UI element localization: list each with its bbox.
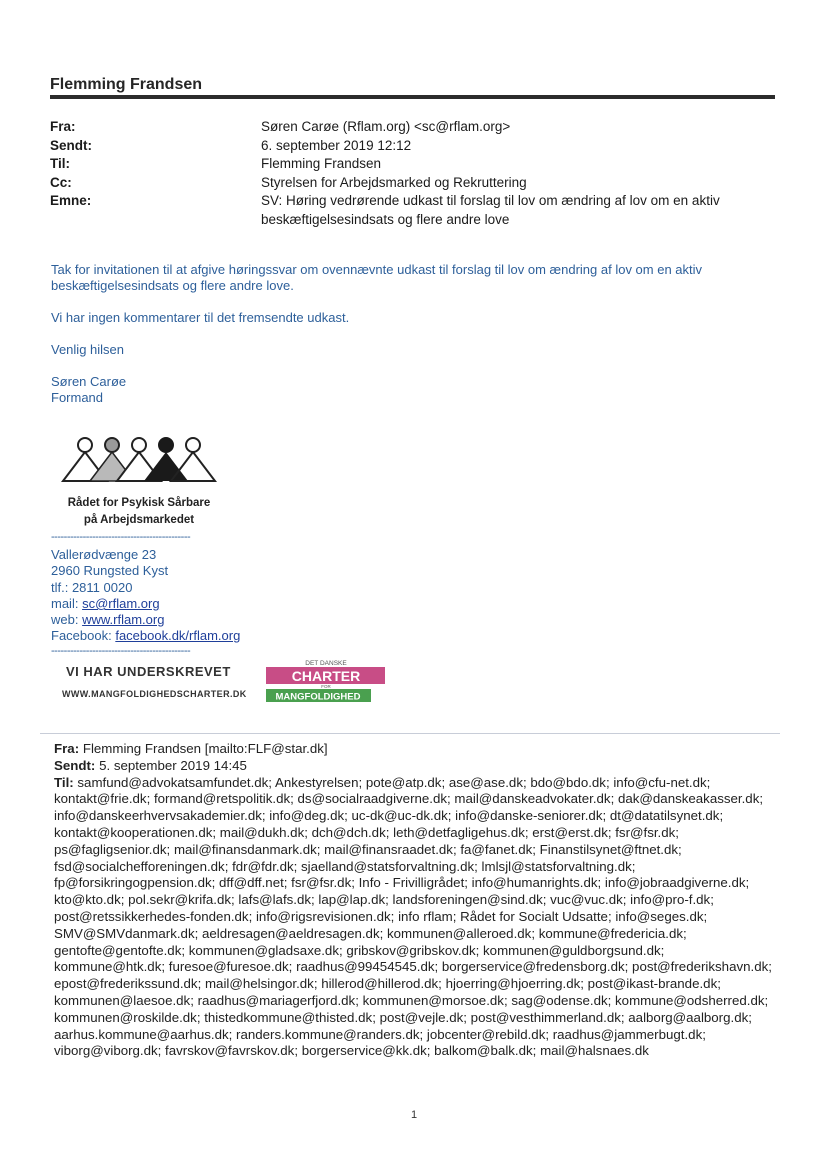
to-label: Til:: [50, 156, 70, 171]
fwd-from-value: Flemming Frandsen [mailto:FLF@star.dk]: [82, 741, 328, 756]
address-street: Vallerødvænge 23: [51, 547, 157, 562]
to-value: Flemming Frandsen: [261, 156, 382, 171]
signer-name: Søren Carøe: [51, 374, 127, 389]
subject-label: Emne:: [50, 193, 92, 208]
closing: Venlig hilsen: [51, 342, 124, 357]
from-label: Fra:: [50, 119, 76, 134]
sender-name: Flemming Frandsen: [50, 76, 203, 93]
badge-top-text: DET DANSKE: [305, 660, 347, 667]
mail-line: mail: sc@rflam.org: [51, 596, 160, 611]
forward-divider: [40, 733, 780, 734]
signer-title: Formand: [51, 390, 104, 405]
fwd-sent-value: 5. september 2019 14:45: [99, 757, 247, 773]
phone: tlf.: 2811 0020: [51, 580, 133, 595]
fwd-recipients: samfund@advokatsamfundet.dk; Ankestyrelsen; pote@atp.dk; ase@ase.dk; bdo@bdo.dk; info@cfu-net.dk; kontakt@frie.dk; formand@retspolitik.dk; ds@socialraadgiverne.dk; mail@danskeadvokater.dk; dak@danskeakasser.dk; info@danskeerhvervsakademier.dk; info@deg.dk; uc-dk@uc-dk.dk; info@danske-seniorer.dk; dt@datatilsynet.dk; kontakt@kooperationen.dk; mail@dukh.dk; dch@dch.dk; leth@detfagligehus.dk; erst@erst.dk; fsr@fsr.dk; ps@fagligsenior.dk; mail@finansdanmark.dk; mail@finansraadet.dk; fa@fanet.dk; Finanstilsynet@ftnet.dk; fsd@socialchefforeningen.dk; fdr@fdr.dk; sjaelland@statsforvaltning.dk; lmlsjl@statsforvaltning.dk; fp@forsikringogpension.dk; dff@dff.net; fsr@fsr.dk; Info - Frivilligrådet; info@humanrights.dk; info@jobraadgiverne.dk; kto@kto.dk; pol.sekr@krifa.dk; lafs@lafs.dk; lap@lap.dk; landsforeningen@sind.dk; vuc@vuc.dk; info@pro-f.dk; post@retssikkerhedes-fonden.dk; info@rigsrevisionen.dk; info rflam; Rådet for Socialt Udsatte; info@seges.dk; SMV@SMVdanmark.dk; aeldresagen@aeldresagen.dk; kommunen@alleroed.dk; kommune@fredericia.dk; gentofte@gentofte.dk; kommunen@gladsaxe.dk; gribskov@gribskov.dk; kommunen@guldborgsund.dk; kommune@htk.dk; furesoe@furesoe.dk; raadhus@99454545.dk; borgerservice@fredensborg.dk; post@frederikshavn.dk; epost@frederikssund.dk; mail@helsingor.dk; hillerod@hillerod.dk; hjoerring@hjoerring.dk; post@ikast-brande.dk; kommunen@laesoe.dk; raadhus@mariagerfjord.dk; kommunen@morsoe.dk; sag@odense.dk; kommune@odsherred.dk; kommunen@roskilde.dk; thistedkommune@thisted.dk; post@vejle.dk; post@vesthimmerland.dk; aalborg@aalborg.dk; aarhus.kommune@aarhus.dk; randers.kommune@randers.dk; jobcenter@rebild.dk; raadhus@jammerbugt.dk; viborg@viborg.dk; favrskov@favrskov.dk; borgerservice@kk.dk; balkom@balk.dk; mail@halsnaes.dk: [54, 774, 772, 1059]
body-paragraph-2: Vi har ingen kommentarer til det fremsendte udkast.: [51, 310, 350, 325]
header-rule: [50, 95, 775, 99]
sent-label: Sendt:: [50, 137, 92, 153]
body-paragraph-1: Tak for invitationen til at afgive høringssvar om ovennævnte udkast til forslag til lov om ændring af lov om en aktiv beskæftigelsesindsats og flere andre love.: [51, 262, 703, 293]
charter-badge: [264, 658, 388, 704]
address-city: 2960 Rungsted Kyst: [51, 563, 169, 578]
web-line: web: www.rflam.org: [51, 612, 165, 627]
forwarded-header: Fra: Flemming Frandsen [mailto:FLF@star.dk] Sendt: 5. september 2019 14:45 Til: samfund@advokatsamfundet.dk; Ankestyrelsen; pote@atp.dk; ase@ase.dk; bdo@bdo.dk; info@cfu-net.dk; kontakt@frie.dk; formand@retspolitik.dk; ds@socialraadgiverne.dk; mail@danskeadvokater.dk; dak@danskeakasser.dk; info@danskeerhvervsakademier.dk; info@deg.dk; uc-dk@uc-dk.dk; info@danske-seniorer.dk; dt@datatilsynet.dk; kontakt@kooperationen.dk; mail@dukh.dk; dch@dch.dk; leth@detfagligehus.dk; erst@erst.dk; fsr@fsr.dk; ps@fagligsenior.dk; mail@finansdanmark.dk; mail@finansraadet.dk; fa@fanet.dk; Finanstilsynet@ftnet.dk; fsd@socialchefforeningen.dk; fdr@fdr.dk; sjaelland@statsforvaltning.dk; lmlsjl@statsforvaltning.dk; fp@forsikringogpension.dk; dff@dff.net; fsr@fsr.dk; Info - Frivilligrådet; info@humanrights.dk; info@jobraadgiverne.dk; kto@kto.dk; pol.sekr@krifa.dk; lafs@lafs.dk; lap@lap.dk; landsforeningen@sind.dk; vuc@vuc.dk; info@pro-f.dk; post@retssikkerhedes-fonden.dk; info@rigsrevisionen.dk; info rflam; Rådet for Socialt Udsatte; info@seges.dk; SMV@SMVdanmark.dk; aeldresagen@aeldresagen.dk; kommunen@alleroed.dk; kommune@fredericia.dk; gentofte@gentofte.dk; kommunen@gladsaxe.dk; gribskov@gribskov.dk; kommunen@guldborgsund.dk; kommune@htk.dk; furesoe@furesoe.dk; raadhus@99454545.dk; borgerservice@fredensborg.dk; post@frederikshavn.dk; epost@frederikssund.dk; mail@helsingor.dk; hillerod@hillerod.dk; hjoerring@hjoerring.dk; post@ikast-brande.dk; kommunen@laesoe.dk; raadhus@mariagerfjord.dk; kommunen@morsoe.dk; sag@odense.dk; kommune@odsherred.dk; kommunen@roskilde.dk; thistedkommune@thisted.dk; post@vejle.dk; post@vesthimmerland.dk; aalborg@aalborg.dk; aarhus.kommune@aarhus.dk; randers.kommune@randers.dk; jobcenter@rebild.dk; raadhus@jammerbugt.dk; viborg@viborg.dk; favrskov@favrskov.dk; borgerservice@kk.dk; balkom@balk.dk; mail@halsnaes.dk: [54, 741, 772, 1059]
page-number: 1: [410, 1109, 418, 1121]
cc-label: Cc:: [50, 174, 72, 190]
badge-for-text: FOR: [321, 684, 331, 689]
mail-link[interactable]: sc@rflam.org: [82, 596, 160, 611]
facebook-line: Facebook: facebook.dk/rflam.org: [51, 628, 241, 643]
org-name: Rådet for Psykisk Sårbare på Arbejdsmarkedet: [67, 497, 211, 526]
facebook-link[interactable]: facebook.dk/rflam.org: [115, 628, 241, 643]
sent-value: 6. september 2019 12:12: [261, 137, 412, 153]
badge-main-text: CHARTER: [291, 668, 361, 684]
web-link[interactable]: www.rflam.org: [82, 612, 165, 627]
org-logo: [58, 436, 218, 486]
charter-text: VI HAR UNDERSKREVET WWW.MANGFOLDIGHEDSCHARTER.DK: [62, 664, 247, 699]
badge-bottom-text: MANGFOLDIGHED: [275, 691, 361, 703]
from-value: Søren Carøe (Rflam.org) <sc@rflam.org>: [261, 119, 511, 134]
separator-bottom: --------------------------------------------: [51, 645, 191, 657]
email-header: [50, 118, 775, 229]
cc-value: Styrelsen for Arbejdsmarked og Rekruttering: [261, 174, 527, 190]
separator-top: --------------------------------------------: [51, 531, 191, 543]
subject-value: SV: Høring vedrørende udkast til forslag til lov om ændring af lov om en aktiv beskæftigelsesindsats og flere andre love: [261, 193, 720, 227]
